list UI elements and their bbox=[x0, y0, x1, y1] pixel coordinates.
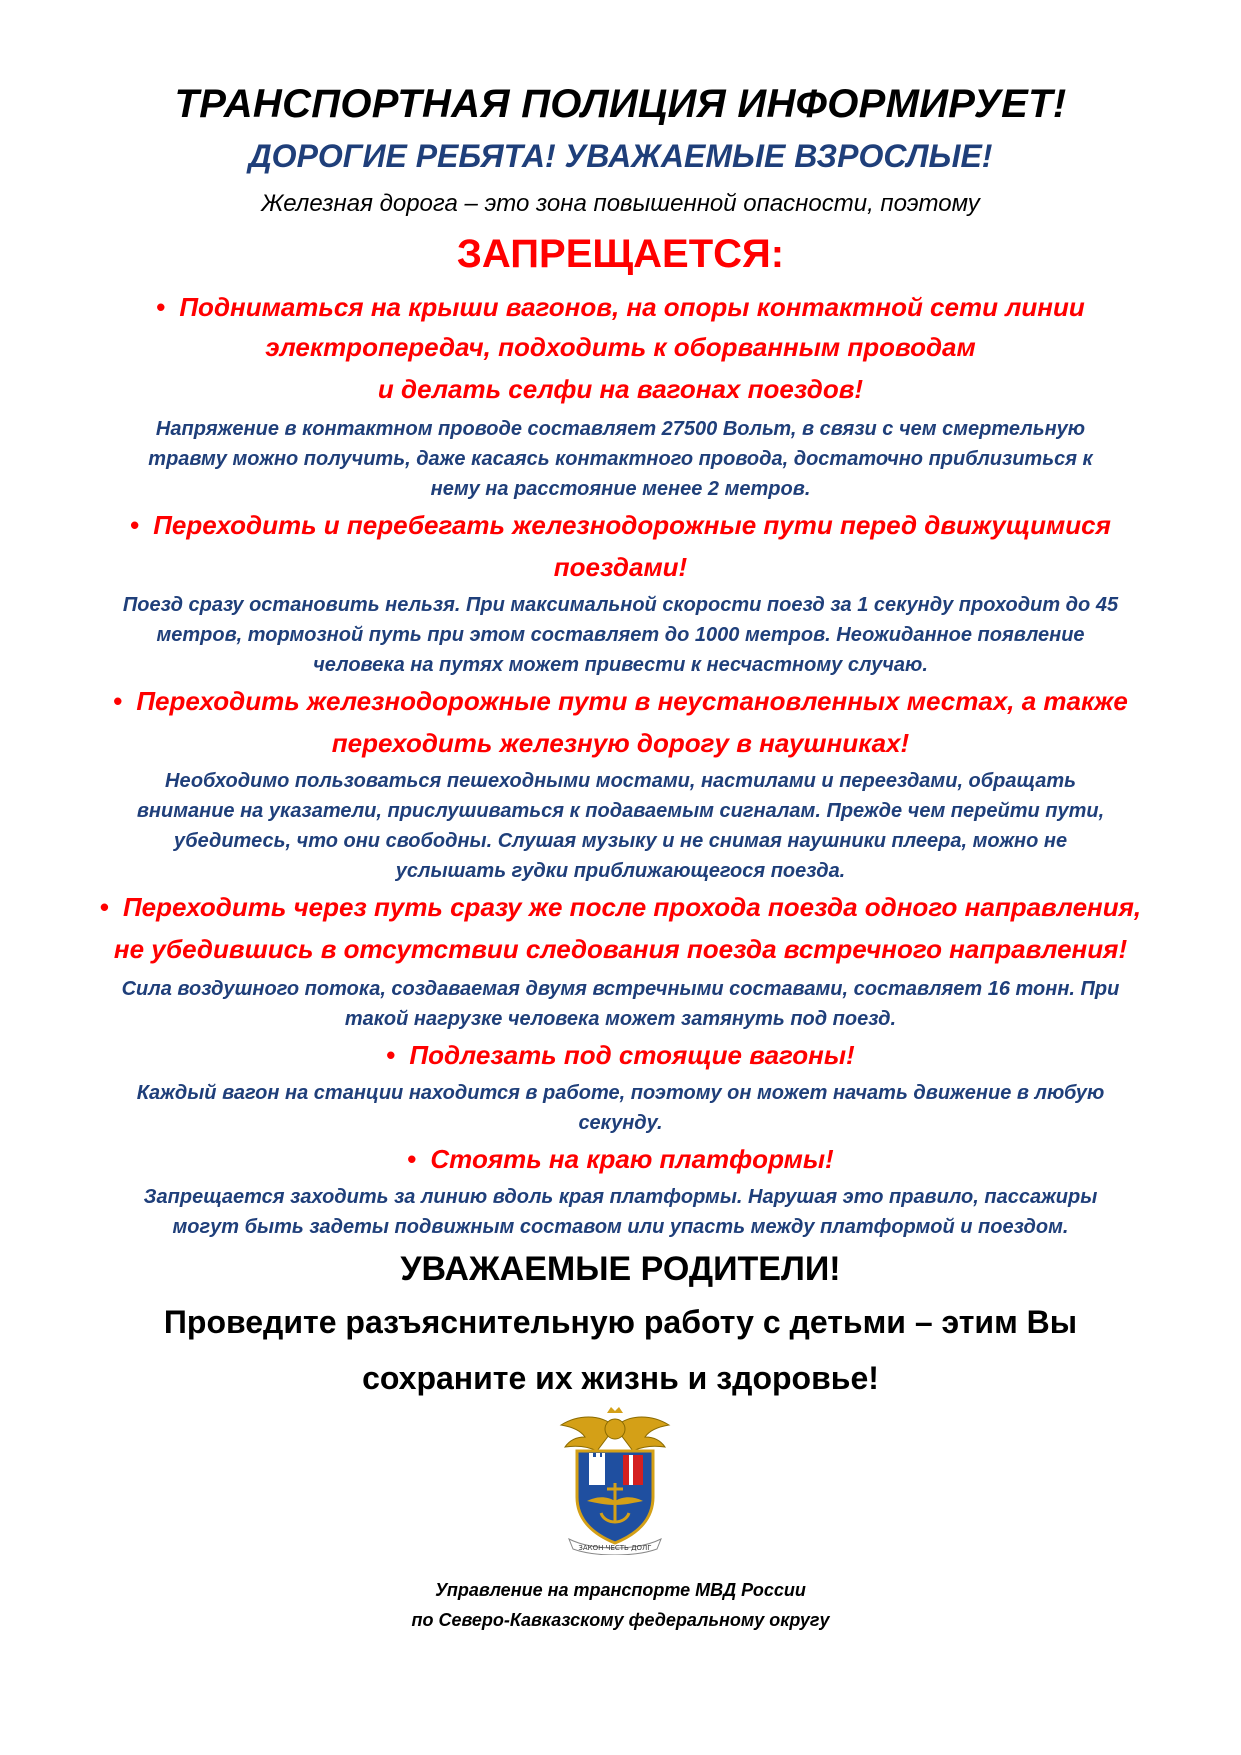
rule-5-explanation: Каждый вагон на станции находится в работе, поэтому он может начать движение в любую секунду. bbox=[136, 1082, 1105, 1134]
rule-1-explanation: Напряжение в контактном проводе составляет 27500 Вольт, в связи с чем смертельную травму можно получить, даже касаясь контактного провода, достаточно приблизиться к нему на расстояние менее 2 метров. bbox=[148, 418, 1093, 500]
rule-4-line-2: не убедившись в отсутствии следования поезда встречного направления! bbox=[113, 934, 1128, 964]
rule-5-line-1: • Подлезать под стоящие вагоны! bbox=[386, 1040, 855, 1070]
intro-text: Железная дорога – это зона повышенной опасности, поэтому bbox=[261, 190, 980, 217]
footer-line-2: по Северо-Кавказскому федеральному округу bbox=[411, 1610, 830, 1630]
rule-6-line-1: • Стоять на краю платформы! bbox=[407, 1144, 834, 1174]
bullet-icon: • bbox=[99, 892, 109, 922]
rule-6-explanation: Запрещается заходить за линию вдоль края платформы. Нарушая это правило, пассажиры могут быть задеты подвижным составом или упасть между платформой и поездом. bbox=[143, 1186, 1098, 1238]
bullet-icon: • bbox=[407, 1144, 417, 1174]
rule-3-explanation: Необходимо пользоваться пешеходными мостами, настилами и переездами, обращать внимание на указатели, прислушиваться к подаваемым сигналам. Прежде чем перейти пути, убедитесь, что они свободны. Слушая музыку и не снимая наушники плеера, можно не услышать гудки приближающегося поезда. bbox=[136, 770, 1105, 882]
rule-2-line-1: • Переходить и перебегать железнодорожные пути перед движущимися bbox=[130, 510, 1111, 540]
rule-2-line-2: поездами! bbox=[553, 552, 688, 582]
rule-1-line-1: • Подниматься на крыши вагонов, на опоры контактной сети линии bbox=[156, 292, 1085, 322]
bullet-icon: • bbox=[386, 1040, 396, 1070]
rule-1-line-3: и делать селфи на вагонах поездов! bbox=[377, 374, 864, 404]
bullet-icon: • bbox=[156, 292, 166, 322]
page-title: ТРАНСПОРТНАЯ ПОЛИЦИЯ ИНФОРМИРУЕТ! bbox=[174, 82, 1067, 126]
rule-2-explanation: Поезд сразу остановить нельзя. При максимальной скорости поезд за 1 секунду проходит до 45 метров, тормозной путь при этом составляет до 1000 метров. Неожиданное появление человека на путях может привести к несчастному случаю. bbox=[122, 594, 1119, 676]
parents-line-2: сохраните их жизнь и здоровье! bbox=[362, 1360, 879, 1396]
page-subtitle: ДОРОГИЕ РЕБЯТА! УВАЖАЕМЫЕ ВЗРОСЛЫЕ! bbox=[248, 138, 993, 174]
bullet-icon: • bbox=[130, 510, 140, 540]
footer-line-1: Управление на транспорте МВД России bbox=[435, 1580, 806, 1600]
parents-line-1: Проведите разъяснительную работу с детьми – этим Вы bbox=[163, 1304, 1078, 1340]
rule-1-line-2: электропередач, подходить к оборванным проводам bbox=[265, 332, 976, 362]
mvd-transport-emblem-icon bbox=[555, 1405, 675, 1555]
forbidden-heading: ЗАПРЕЩАЕТСЯ: bbox=[456, 232, 785, 276]
rule-3-line-1: • Переходить железнодорожные пути в неустановленных местах, а также bbox=[113, 686, 1128, 716]
bullet-icon: • bbox=[113, 686, 123, 716]
rule-4-line-1: • Переходить через путь сразу же после прохода поезда одного направления, bbox=[99, 892, 1142, 922]
rule-4-explanation: Сила воздушного потока, создаваемая двумя встречными составами, составляет 16 тонн. При такой нагрузке человека может затянуть под поезд. bbox=[121, 978, 1120, 1030]
parents-heading: УВАЖАЕМЫЕ РОДИТЕЛИ! bbox=[400, 1250, 841, 1288]
emblem-ribbon-text: ЗАКОН ЧЕСТЬ ДОЛГ bbox=[578, 1544, 652, 1552]
rule-3-line-2: переходить железную дорогу в наушниках! bbox=[331, 728, 910, 758]
